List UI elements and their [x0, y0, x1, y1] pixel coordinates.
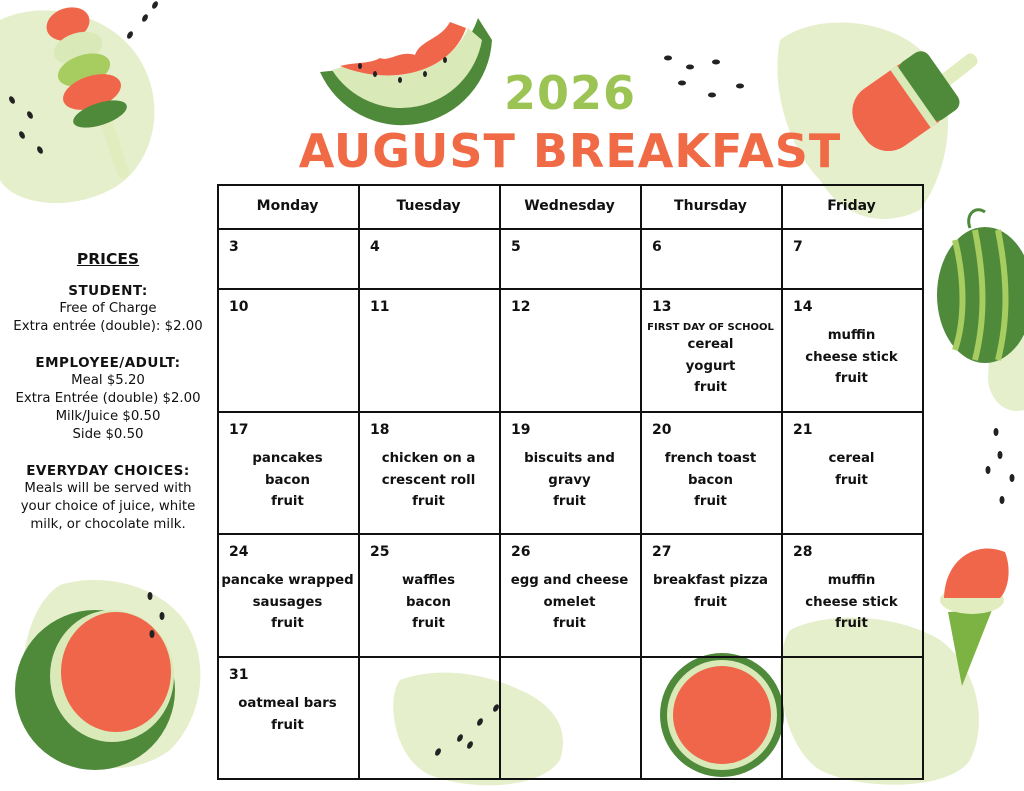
day-number: 28	[793, 544, 813, 560]
calendar-day-cell	[358, 657, 499, 779]
calendar-day-cell	[499, 657, 640, 779]
day-number: 7	[793, 239, 803, 255]
calendar-day-cell	[217, 289, 358, 412]
day-number: 24	[229, 544, 249, 560]
calendar-day-cell	[781, 289, 922, 412]
menu-item: fruit	[271, 717, 304, 733]
menu-items	[358, 570, 499, 635]
day-number: 14	[793, 299, 813, 315]
day-number: 26	[511, 544, 531, 560]
menu-items	[217, 570, 358, 635]
calendar-day-cell	[217, 534, 358, 657]
menu-items	[499, 570, 640, 635]
menu-item: cereal	[687, 337, 734, 352]
day-number: 5	[511, 239, 521, 255]
menu-item: fruit	[694, 594, 727, 610]
menu-item: fruit	[835, 472, 868, 488]
menu-item: biscuits and	[524, 451, 615, 466]
calendar-day-cell	[640, 412, 781, 534]
menu-item: breakfast pizza	[652, 573, 769, 588]
calendar-day-cell	[781, 657, 922, 779]
adult-line: Meal $5.20	[71, 373, 145, 388]
menu-item: cheese stick	[805, 349, 898, 365]
day-number: 25	[370, 544, 390, 560]
menu-item: bacon	[688, 472, 733, 488]
menu-items	[640, 321, 781, 399]
menu-item: chicken on a	[381, 451, 476, 466]
menu-item: french toast	[664, 451, 757, 466]
calendar-day-cell	[781, 534, 922, 657]
day-header-tuesday: Tuesday	[396, 198, 461, 214]
menu-items	[358, 448, 499, 513]
menu-item: fruit	[694, 380, 727, 395]
calendar-day-cell	[781, 229, 922, 289]
page-title: AUGUST BREAKFAST	[298, 124, 842, 178]
menu-items	[640, 448, 781, 513]
watermelon-icon	[937, 210, 1024, 363]
menu-item: yogurt	[685, 358, 736, 374]
menu-item: fruit	[835, 616, 868, 631]
menu-item: bacon	[406, 594, 451, 610]
menu-item: cereal	[828, 451, 875, 466]
day-number: 12	[511, 299, 531, 315]
choices-heading: EVERYDAY CHOICES:	[26, 463, 190, 479]
day-number: 4	[370, 239, 380, 255]
calendar-day-cell	[640, 534, 781, 657]
day-number: 10	[229, 299, 249, 315]
prices-panel	[8, 250, 208, 534]
calendar-day-cell	[217, 657, 358, 779]
calendar-day-cell	[217, 412, 358, 534]
calendar-day-cell	[499, 289, 640, 412]
menu-item: oatmeal bars	[238, 696, 337, 711]
calendar-day-cell	[217, 229, 358, 289]
menu-items	[781, 448, 922, 491]
menu-items	[499, 448, 640, 513]
menu-items	[781, 325, 922, 390]
choices-line: milk, or chocolate milk.	[30, 517, 186, 532]
day-number: 20	[652, 422, 672, 438]
student-line: Free of Charge	[59, 301, 157, 316]
menu-items	[217, 448, 358, 513]
day-header-wednesday: Wednesday	[524, 198, 615, 214]
day-number: 19	[511, 422, 531, 438]
menu-item: cheese stick	[805, 594, 898, 610]
menu-item: fruit	[694, 494, 727, 509]
menu-item: gravy	[548, 472, 591, 488]
choices-line: your choice of juice, white	[20, 499, 196, 514]
menu-item: fruit	[271, 494, 304, 509]
day-number: 18	[370, 422, 390, 438]
breakfast-calendar	[217, 184, 924, 780]
day-number: 3	[229, 239, 239, 255]
calendar-day-cell	[358, 412, 499, 534]
menu-item: waffles	[401, 573, 456, 588]
choices-line: Meals will be served with	[24, 481, 192, 496]
day-number: 17	[229, 422, 249, 438]
student-line: Extra entrée (double): $2.00	[13, 319, 203, 334]
adult-line: Side $0.50	[72, 427, 144, 442]
menu-item: fruit	[412, 494, 445, 509]
menu-item: fruit	[553, 616, 586, 631]
calendar-day-cell	[358, 534, 499, 657]
menu-item: fruit	[835, 371, 868, 386]
day-number: 21	[793, 422, 813, 438]
day-header-thursday: Thursday	[674, 198, 747, 214]
page-year: 2026	[503, 66, 637, 120]
menu-items	[217, 693, 358, 736]
calendar-day-cell	[781, 412, 922, 534]
calendar-day-cell	[499, 534, 640, 657]
calendar-day-cell	[640, 229, 781, 289]
calendar-day-cell	[640, 657, 781, 779]
menu-item: omelet	[543, 594, 596, 610]
menu-item: muffin	[827, 573, 876, 588]
menu-item: fruit	[553, 494, 586, 509]
day-number: 31	[229, 667, 249, 683]
calendar-day-cell	[499, 412, 640, 534]
menu-item: pancakes	[252, 451, 323, 466]
adult-line: Extra Entrée (double) $2.00	[15, 391, 201, 406]
prices-heading: PRICES	[76, 250, 140, 268]
menu-item: sausages	[252, 594, 323, 610]
student-heading: STUDENT:	[68, 283, 148, 299]
day-number: 27	[652, 544, 672, 560]
day-number: 11	[370, 299, 390, 315]
menu-item: fruit	[271, 616, 304, 631]
day-header-friday: Friday	[827, 198, 876, 214]
menu-item: egg and cheese	[510, 573, 629, 588]
day-number: 6	[652, 239, 662, 255]
day-note: FIRST DAY OF SCHOOL	[647, 322, 774, 333]
adult-heading: EMPLOYEE/ADULT:	[35, 355, 181, 371]
calendar-day-cell	[499, 229, 640, 289]
menu-item: pancake wrapped	[221, 573, 354, 588]
day-number: 13	[652, 299, 672, 315]
menu-item: fruit	[412, 616, 445, 631]
menu-items	[781, 570, 922, 635]
calendar-day-cell	[640, 289, 781, 412]
menu-items	[640, 570, 781, 613]
menu-item: bacon	[265, 472, 310, 488]
menu-item: crescent roll	[381, 472, 476, 488]
calendar-day-cell	[358, 289, 499, 412]
menu-item: muffin	[827, 328, 876, 343]
day-header-monday: Monday	[256, 198, 319, 214]
adult-line: Milk/Juice $0.50	[55, 409, 161, 424]
calendar-day-cell	[358, 229, 499, 289]
